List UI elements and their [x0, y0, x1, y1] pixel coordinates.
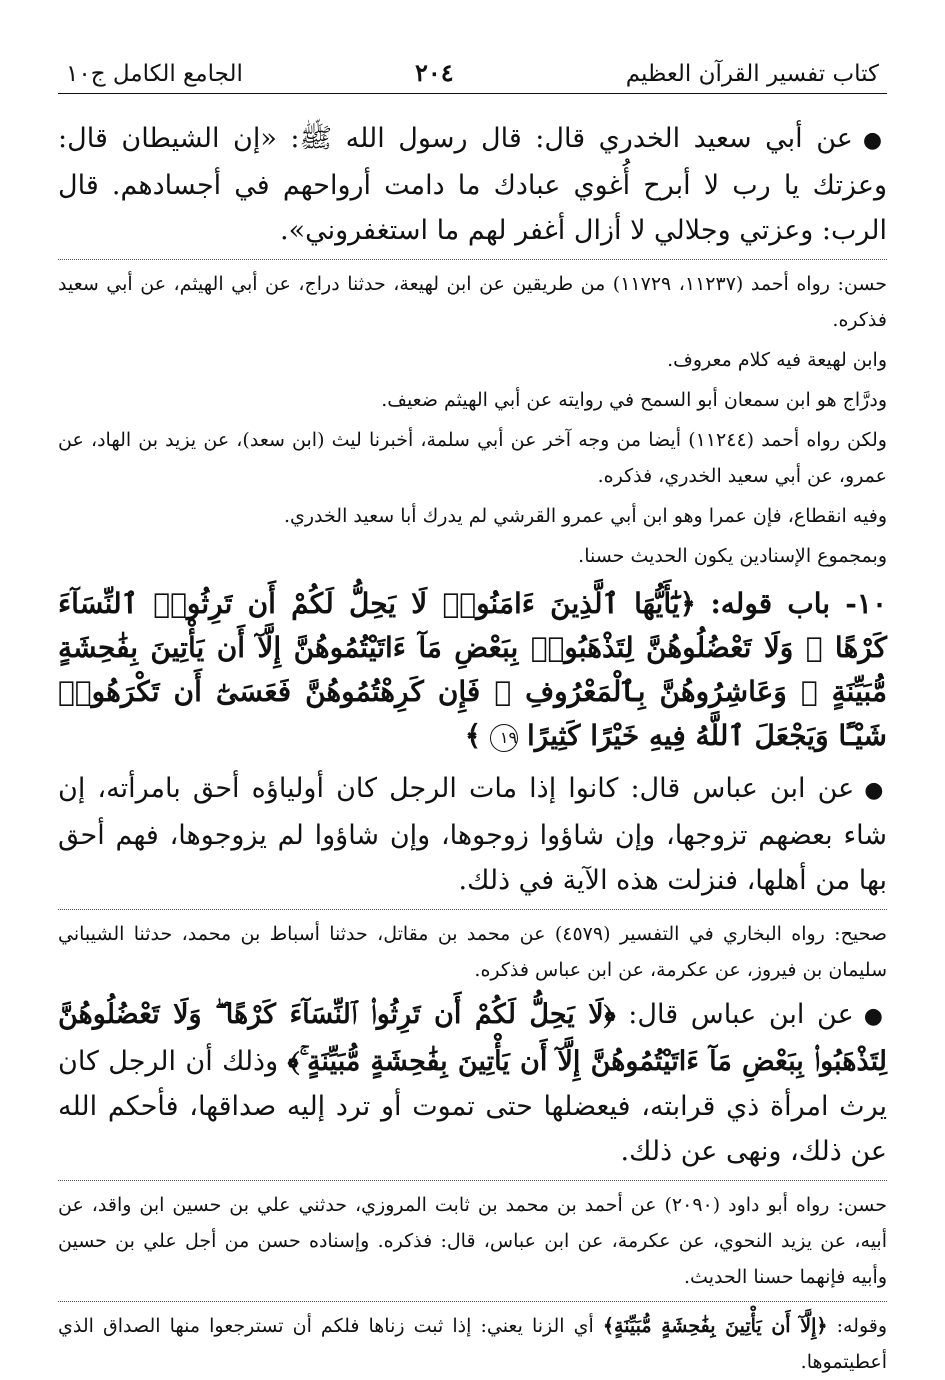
- separator: [58, 1180, 887, 1181]
- takhrij-note: وبمجموع الإسنادين يكون الحديث حسنا.: [578, 545, 887, 567]
- hadith-text: عن ابن عباس قال: كانوا إذا مات الرجل كان أولياؤه أحق بامرأته، إن شاء بعضهم تزوجها، وإن شاؤوا زوجوها، وإن شاؤوا لم يزوجوها، فهم أحق بها من أهلها، فنزلت هذه الآية في ذلك.: [58, 773, 887, 896]
- book-title: كتاب تفسير القرآن العظيم: [625, 61, 879, 87]
- chapter-heading: [58, 582, 887, 758]
- volume-title: الجامع الكامل ج١٠: [66, 61, 243, 87]
- hadith-block-1: [58, 116, 887, 253]
- takhrij-note: وفيه انقطاع، فإن عمرا وهو ابن أبي عمرو القرشي لم يدرك أبا سعيد الخدري.: [283, 505, 887, 527]
- verse-number-marker: ١٩: [490, 724, 518, 752]
- chapter-title: ١٠- باب قوله:: [710, 587, 887, 620]
- separator: [58, 259, 887, 260]
- commentary-lead: وقوله:: [836, 1315, 888, 1337]
- bullet-icon: ●: [863, 1004, 887, 1029]
- separator: [58, 1301, 887, 1302]
- hadith-block-2: [58, 766, 887, 903]
- quran-verse: ﴿يَٰٓأَيُّهَا ٱلَّذِينَ ءَامَنُوا۟ لَا يَحِلُّ لَكُمْ أَن تَرِثُوا۟ ٱلنِّسَآءَ كَرْهًا ۖ وَلَا تَعْضُلُوهُنَّ لِتَذْهَبُوا۟ بِبَعْضِ مَآ ءَاتَيْتُمُوهُنَّ إِلَّآ أَن يَأْتِينَ بِفَٰحِشَةٍ مُّبَيِّنَةٍ ۚ وَعَاشِرُوهُنَّ بِٱلْمَعْرُوفِ ۚ فَإِن كَرِهْتُمُوهُنَّ فَعَسَىٰٓ أَن تَكْرَهُوا۟ شَيْـًٔا وَيَجْعَلَ ٱللَّهُ فِيهِ خَيْرًا كَثِيرًا: [58, 587, 887, 752]
- page-number: ٢٠٤: [414, 58, 454, 87]
- takhrij-note: صحيح: رواه البخاري في التفسير (٤٥٧٩) عن محمد بن مقاتل، حدثنا أسباط بن محمد، حدثنا الشيباني سليمان بن فيروز، عن عكرمة، عن ابن عباس فذكره.: [58, 923, 887, 981]
- takhrij-note: حسن: رواه أبو داود (٢٠٩٠) عن أحمد بن محمد بن ثابت المروزي، حدثني علي بن حسين ابن واقد، عن أبيه، عن يزيد النحوي، عن عكرمة، عن ابن عباس، قال: فذكره. وإسناده حسن من أجل علي بن حسين وأبيه فإنهما حسنا الحديث.: [58, 1194, 887, 1288]
- hadith-lead: عن ابن عباس قال:: [628, 999, 854, 1030]
- quran-verse: ﴿لَا يَحِلُّ لَكُمْ أَن تَرِثُوا۟ ٱلنِّسَآءَ كَرْهًا ۖ وَلَا تَعْضُلُوهُنَّ لِتَذْهَبُوا۟ بِبَعْضِ مَآ ءَاتَيْتُمُوهُنَّ إِلَّآ أَن يَأْتِينَ بِفَٰحِشَةٍ مُّبَيِّنَةٍ ۚ﴾: [58, 999, 887, 1077]
- quran-verse: ﴿إِلَّآ أَن يَأْتِينَ بِفَٰحِشَةٍ مُّبَيِّنَةٍ﴾: [602, 1315, 828, 1337]
- hadith-text: عن أبي سعيد الخدري قال: قال رسول الله ﷺ: «إن الشيطان قال: وعزتك يا رب لا أبرح أُغوي عبادك ما دامت أرواحهم في أجسادهم. قال الرب: وعزتي وجلالي لا أزال أغفر لهم ما استغفروني».: [58, 123, 887, 246]
- separator: [58, 909, 887, 910]
- commentary-text: أي الزنا يعني: إذا ثبت زناها فلكم أن تسترجعوا منها الصداق الذي أعطيتموها.: [58, 1315, 887, 1373]
- commentary-note: [58, 1308, 887, 1380]
- hadith-text: وذلك أن الرجل كان يرث امرأة ذي قرابته، فيعضلها حتى تموت أو ترد إليه صداقها، فأحكم الله عن ذلك، ونهى عن ذلك.: [58, 1046, 887, 1167]
- verse-close-bracket: ﴾: [464, 719, 482, 752]
- takhrij-note: وابن لهيعة فيه كلام معروف.: [667, 349, 887, 371]
- page-header: [58, 58, 887, 94]
- bullet-icon: ●: [864, 778, 887, 803]
- bullet-icon: ●: [862, 128, 887, 153]
- hadith-block-3: [58, 992, 887, 1174]
- takhrij-note: حسن: رواه أحمد (١١٢٣٧، ١١٧٢٩) من طريقين عن ابن لهيعة، حدثنا دراج، عن أبي الهيثم، عن أبي سعيد فذكره.: [58, 273, 888, 331]
- takhrij-note: ودرَّاج هو ابن سمعان أبو السمح في روايته عن أبي الهيثم ضعيف.: [381, 389, 887, 411]
- takhrij-note: ولكن رواه أحمد (١١٢٤٤) أيضا من وجه آخر عن أبي سلمة، أخبرنا ليث (ابن سعد)، عن يزيد بن الهاد، عن عمرو، عن أبي سعيد الخدري، فذكره.: [58, 429, 887, 487]
